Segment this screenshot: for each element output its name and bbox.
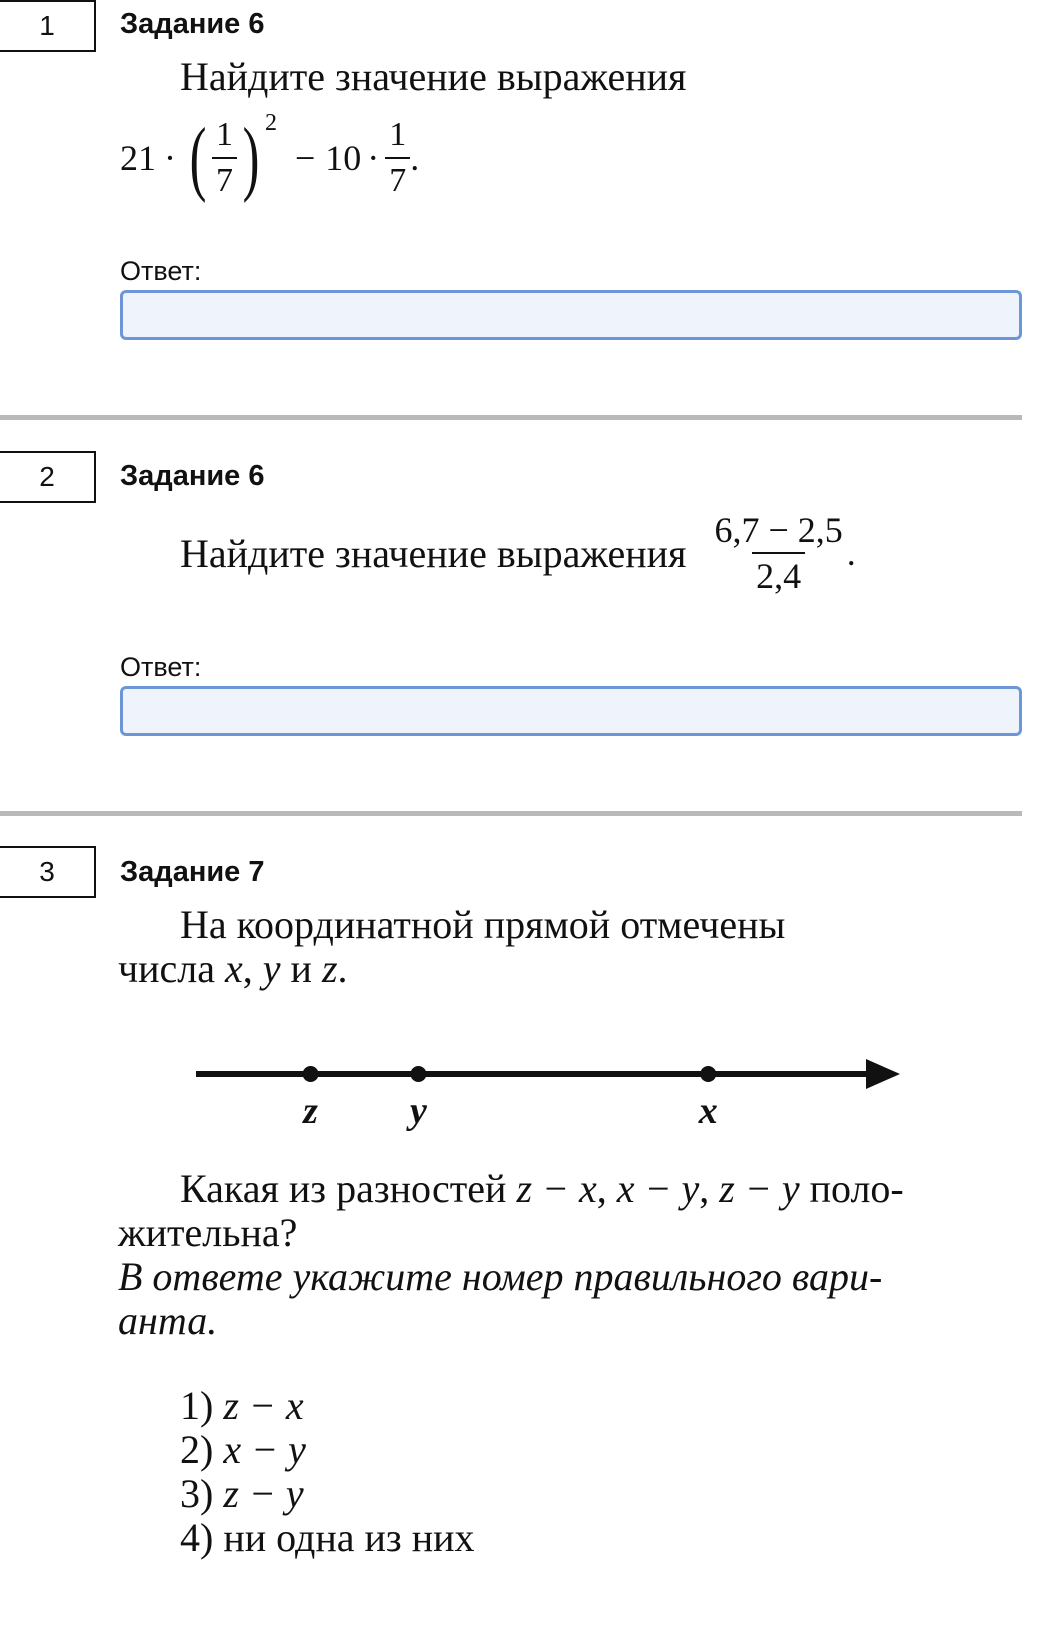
task-number-box: 2 [0,451,96,503]
instruction-line: В ответе укажите номер правильного вари- [118,1254,883,1299]
expr-term: 21 [120,138,156,178]
expr-end: . [410,138,420,178]
task-title: Задание 6 [120,460,265,492]
fraction-numerator: 6,7 − 2,5 [714,510,843,550]
point-label-z: z [303,1090,318,1132]
difference: z − x [516,1166,597,1211]
expr-exponent: 2 [264,110,277,136]
task-number-box: 3 [0,846,96,898]
expr-term: 10 [325,138,362,178]
question-line: Какая из разностей z − x, x − y, z − y поло- [180,1166,904,1211]
option-text: ни одна из них [223,1515,475,1560]
expr-fraction [212,113,237,203]
expr-dot: · [367,138,380,178]
difference: z − y [719,1166,800,1211]
option-number: 2) [180,1427,214,1472]
option-number: 3) [180,1471,214,1516]
point-label-x: x [698,1090,718,1132]
number-line [190,1045,910,1145]
option-number: 4) [180,1515,214,1560]
expr-end: . [846,533,856,573]
var-z: z [321,946,338,991]
option-item[interactable] [180,1516,475,1560]
task-prompt: Найдите значение выражения [180,530,687,576]
answer-input[interactable] [120,290,1022,340]
option-text: z − x [223,1383,304,1428]
intro-and: и [290,946,312,991]
question-prefix: Какая из разностей [180,1166,507,1211]
intro-end: . [337,946,348,991]
question-suffix: поло- [809,1166,904,1211]
option-text: x − y [223,1427,306,1472]
point-z [303,1066,319,1082]
option-item[interactable] [180,1428,475,1472]
task-statement [180,505,856,601]
point-x [700,1066,716,1082]
expr-paren-open: ( [189,111,207,204]
option-item[interactable] [180,1472,475,1516]
fraction-numerator: 1 [215,116,233,153]
task-title: Задание 6 [120,8,265,40]
divider [0,811,1022,816]
fraction-denominator: 7 [385,157,410,203]
expr-fraction [385,113,410,203]
fraction-denominator: 2,4 [752,552,805,598]
intro-line: На координатной прямой отмечены [180,902,786,947]
intro-prefix: числа [118,946,215,991]
instruction-line: анта. [118,1298,218,1343]
task-title: Задание 7 [120,856,265,888]
arrow-head-icon [866,1059,900,1089]
fraction-denominator: 7 [212,157,237,203]
fraction-numerator: 1 [389,116,407,153]
expr-dot: · [164,138,176,178]
option-text: z − y [223,1471,304,1516]
var-x: x [225,946,243,991]
task-number-box: 1 [0,0,96,52]
divider [0,415,1022,420]
expr-paren-close: ) [242,111,260,204]
options-list [180,1384,475,1560]
expr-fraction [710,508,846,598]
intro-sep: , [242,946,253,991]
answer-label: Ответ: [120,652,202,682]
intro-line [118,946,348,992]
math-expression [120,108,419,208]
question-line: жительна? [118,1210,298,1255]
point-label-y: y [409,1090,427,1132]
option-item[interactable] [180,1384,475,1428]
var-y: y [262,946,281,991]
answer-label: Ответ: [120,256,202,286]
point-y [410,1066,426,1082]
difference: x − y [616,1166,700,1211]
task-prompt: Найдите значение выражения [180,54,687,99]
option-number: 1) [180,1383,214,1428]
expr-minus: − [294,138,316,178]
answer-input[interactable] [120,686,1022,736]
